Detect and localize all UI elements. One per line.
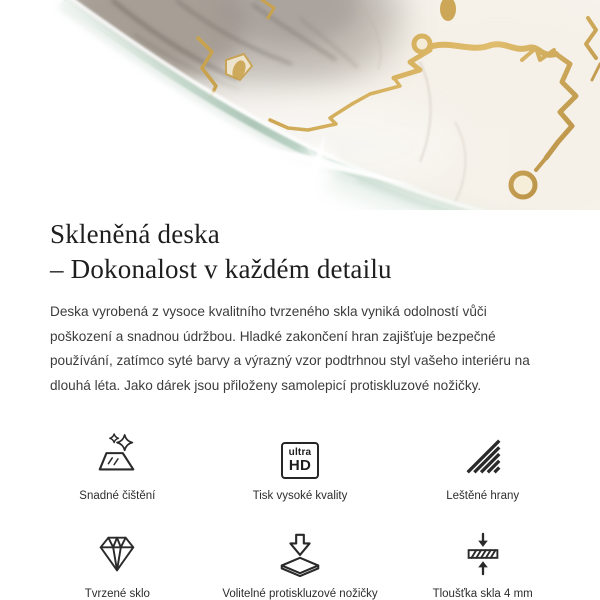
feature-polished-edges: [391, 431, 574, 502]
page-title: [50, 217, 550, 287]
feature-tempered-glass: [26, 529, 209, 600]
glass-thickness-icon: [460, 531, 506, 577]
glass-board-photo-illustration: [0, 0, 600, 210]
feature-label: Leštěné hrany: [446, 490, 520, 502]
ultra-hd-icon-text-bottom: HD: [288, 457, 312, 474]
tempered-glass-diamond-icon: [94, 531, 140, 577]
feature-label: Tisk vysoké kvality: [252, 490, 348, 502]
feature-print-quality: [209, 431, 392, 502]
anti-slip-feet-icon: [277, 531, 323, 577]
feature-label: Tvrzené sklo: [84, 588, 150, 600]
feature-anti-slip-feet: [209, 529, 392, 600]
product-description: Deska vyrobená z vysoce kvalitního tvrzeného skla vyniká odolností vůči poškození a snadnou údržbou. Hladké zakončení hran zajišťuje bezpečné používání, zatímco syté barvy a výrazný vzor podtrhnou styl vašeho interiéru na dlouhá léta. Jako dárek jsou přiloženy samolepicí protiskluzové nožičky.: [50, 304, 530, 393]
ultra-hd-icon-text-top: ultra: [288, 447, 312, 458]
page-title-line-1: Skleněná deska: [50, 219, 220, 249]
ultra-hd-icon: [281, 442, 319, 479]
page-title-line-2: – Dokonalost v každém detailu: [50, 254, 392, 284]
feature-easy-cleaning: [26, 431, 209, 502]
feature-grid: [0, 431, 600, 600]
feature-label: Volitelné protiskluzové nožičky: [222, 588, 378, 600]
feature-label: Snadné čištění: [79, 490, 156, 502]
polished-edges-icon: [460, 433, 506, 479]
product-photo: [0, 0, 600, 210]
feature-glass-thickness: [391, 529, 574, 600]
feature-label: Tloušťka skla 4 mm: [432, 588, 533, 600]
sparkle-clean-icon: [94, 433, 140, 479]
